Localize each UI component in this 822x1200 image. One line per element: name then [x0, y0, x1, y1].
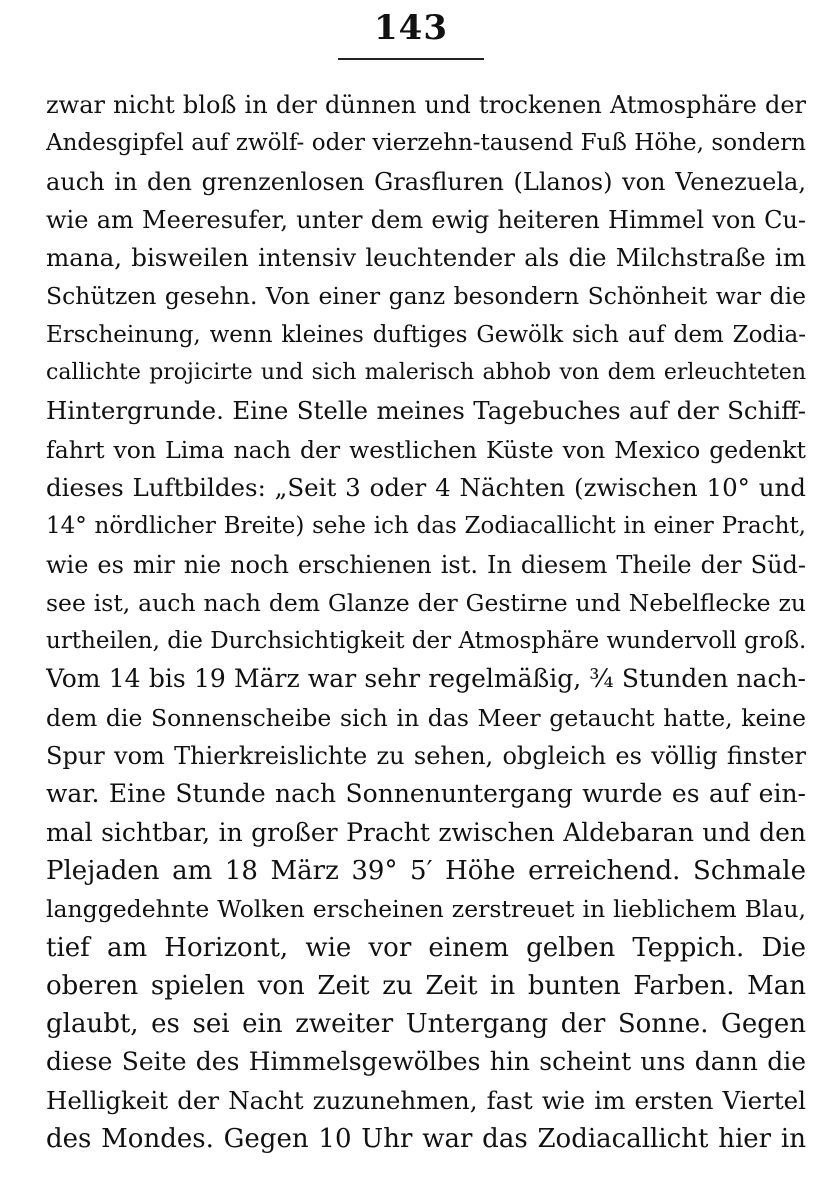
text-line: callichte projicirte und sich malerisch abhob von dem erleuchteten — [46, 360, 806, 386]
text-line: mal sichtbar, in großer Pracht zwischen Aldebaran und den — [46, 817, 806, 847]
text-line: oberen spielen von Zeit zu Zeit in bunten Farben. Man — [46, 970, 806, 1001]
text-line: des Mondes. Gegen 10 Uhr war das Zodiacallicht hier in — [46, 1124, 806, 1155]
text-line: Schützen gesehn. Von einer ganz besondern Schönheit war die — [46, 282, 806, 311]
text-line: tief am Horizont, wie vor einem gelben Teppich. Die — [46, 932, 806, 963]
text-line: 14° nördlicher Breite) sehe ich das Zodiacallicht in einer Pracht, — [46, 513, 806, 540]
text-line: glaubt, es sei ein zweiter Untergang der Sonne. Gegen — [46, 1009, 806, 1040]
text-line: Vom 14 bis 19 März war sehr regelmäßig, ¾ Stunden nach- — [46, 664, 806, 694]
text-line: langgedehnte Wolken erscheinen zerstreuet in lieblichem Blau, — [46, 895, 806, 924]
text-line: see ist, auch nach dem Glanze der Gestirne und Nebelflecke zu — [46, 588, 806, 617]
text-line: Erscheinung, wenn kleines duftiges Gewölk sich auf dem Zodia- — [46, 321, 806, 348]
text-line: dem die Sonnenscheibe sich in das Meer getaucht hatte, keine — [46, 703, 806, 732]
header-rule — [338, 58, 484, 60]
text-line: Hintergrunde. Eine Stelle meines Tagebuches auf der Schiff- — [46, 396, 806, 426]
text-line: auch in den grenzenlosen Grasfluren (Llanos) von Venezuela, — [46, 167, 806, 196]
text-line: war. Eine Stunde nach Sonnenuntergang wurde es auf ein- — [46, 779, 806, 809]
text-line: wie es mir nie noch erschienen ist. In diesem Theile der Süd- — [46, 550, 806, 579]
page-number: 143 — [374, 8, 448, 48]
text-line: wie am Meeresufer, unter dem ewig heiteren Himmel von Cu- — [46, 205, 806, 234]
text-line: Helligkeit der Nacht zuzunehmen, fast wie im ersten Viertel — [46, 1085, 806, 1115]
text-line: mana, bisweilen intensiv leuchtender als die Milchstraße im — [46, 243, 806, 273]
text-line: diese Seite des Himmelsgewölbes hin scheint uns dann die — [46, 1047, 806, 1077]
text-line: Plejaden am 18 März 39° 5′ Höhe erreichend. Schmale — [46, 855, 806, 886]
text-line: Andesgipfel auf zwölf- oder vierzehn-tausend Fuß Höhe, sondern — [46, 130, 806, 157]
body-text — [46, 86, 806, 1158]
text-line: dieses Luftbildes: „Seit 3 oder 4 Nächten (zwischen 10° und — [46, 472, 806, 502]
text-line: Spur vom Thierkreislichte zu sehen, obgleich es völlig finster — [46, 742, 806, 771]
text-line: fahrt von Lima nach der westlichen Küste von Mexico gedenkt — [46, 435, 806, 464]
text-line: zwar nicht bloß in der dünnen und trockenen Atmosphäre der — [46, 91, 806, 119]
text-line: urtheilen, die Durchsichtigkeit der Atmosphäre wundervoll groß. — [46, 628, 806, 655]
